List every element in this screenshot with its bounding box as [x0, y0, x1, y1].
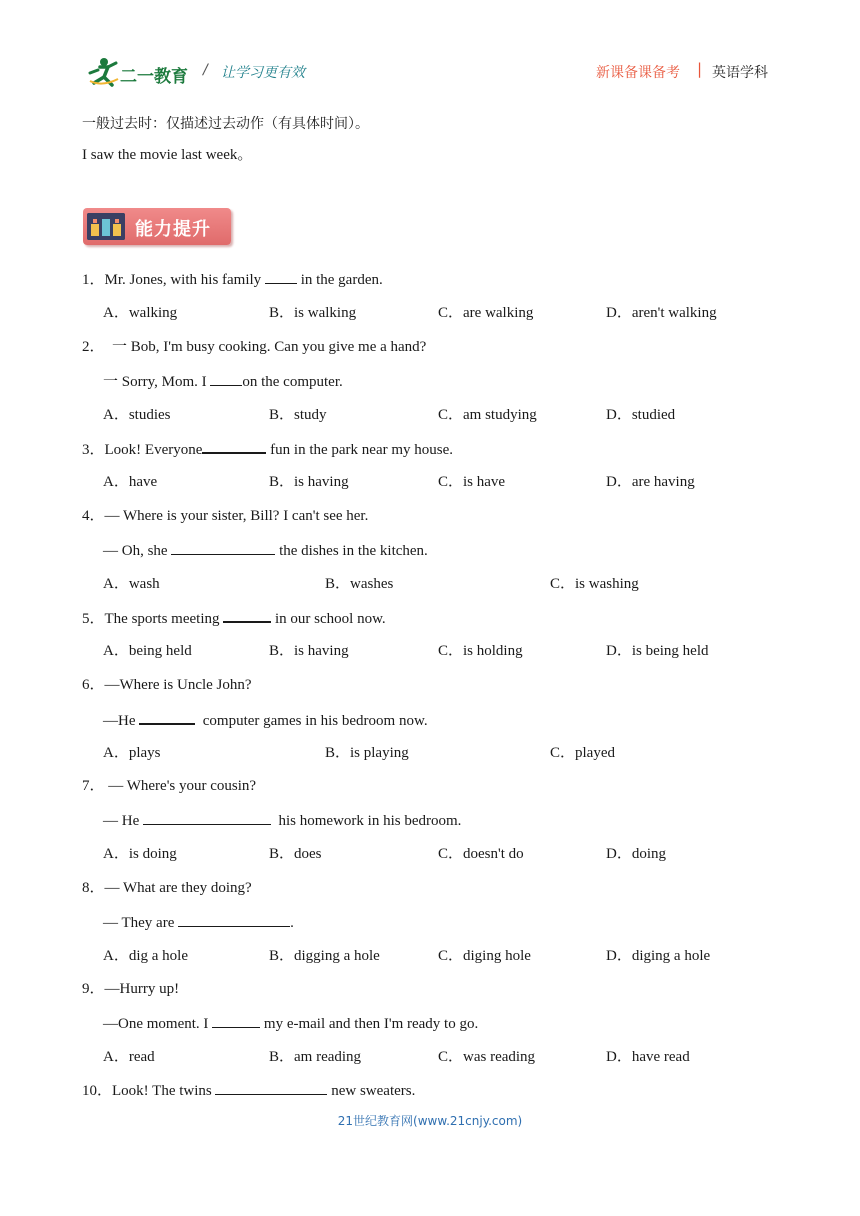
- option-d[interactable]: D．are having: [606, 474, 695, 490]
- question-stem-start: — Oh, she: [103, 543, 172, 559]
- slogan: 让学习更有效: [221, 65, 305, 81]
- subject-label: 英语学科: [712, 65, 768, 81]
- option-b[interactable]: B．digging a hole: [269, 948, 380, 964]
- option-c[interactable]: C．is holding: [438, 643, 523, 659]
- option-d[interactable]: D．aren't walking: [606, 305, 717, 321]
- question-number: 1．: [82, 272, 105, 288]
- option-d[interactable]: D．doing: [606, 846, 667, 862]
- question-stem-end: .: [290, 915, 294, 931]
- question-stem-end: fun in the park near my house.: [266, 442, 454, 458]
- option-d[interactable]: D．have read: [606, 1049, 690, 1065]
- option-b[interactable]: B．does: [269, 846, 322, 862]
- answer-blank: [212, 1013, 260, 1028]
- option-c[interactable]: C．are walking: [438, 305, 534, 321]
- question-number: 9．: [82, 981, 105, 997]
- answer-blank: [202, 438, 266, 454]
- option-d[interactable]: D．is being held: [606, 643, 709, 659]
- option-b[interactable]: B．study: [269, 407, 327, 423]
- answer-blank: [143, 810, 271, 825]
- answer-blank: [139, 709, 195, 725]
- option-c[interactable]: C．was reading: [438, 1049, 536, 1065]
- option-c[interactable]: C．doesn't do: [438, 846, 524, 862]
- option-c[interactable]: C．am studying: [438, 407, 537, 423]
- dialogue-line: 一 Bob, I'm busy cooking. Can you give me a hand?: [112, 339, 427, 355]
- question-stem-end: my e-mail and then I'm ready to go.: [260, 1016, 479, 1032]
- option-b[interactable]: B．is having: [269, 643, 349, 659]
- option-c[interactable]: C．is washing: [550, 576, 639, 592]
- question-stem-start: The sports meeting: [104, 611, 224, 627]
- question-stem-end: new sweaters.: [327, 1083, 416, 1099]
- question-number: 5．: [82, 611, 105, 627]
- option-b[interactable]: B．is walking: [269, 305, 357, 321]
- section-banner: [83, 208, 231, 245]
- question-stem-start: 一 Sorry, Mom. I: [103, 374, 211, 390]
- logo-text: 二一教育: [120, 67, 188, 87]
- dialogue-line: — Where's your cousin?: [108, 778, 257, 794]
- question-stem-start: —One moment. I: [103, 1016, 213, 1032]
- header-separator: |: [697, 60, 703, 78]
- option-a[interactable]: A．walking: [103, 305, 178, 321]
- question-stem-end: in the garden.: [296, 272, 383, 288]
- question-stem-start: Look! Everyone: [104, 442, 203, 458]
- question-stem-start: — He: [103, 813, 143, 829]
- question-number: 2．: [82, 339, 105, 355]
- option-c[interactable]: C．is have: [438, 474, 506, 490]
- blocks-icon: [87, 213, 125, 240]
- question-number: 4．: [82, 508, 105, 524]
- answer-blank: [223, 607, 271, 623]
- answer-blank: [171, 540, 275, 555]
- question-number: 10．: [82, 1083, 113, 1099]
- grammar-rule: 一般过去时：仅描述过去动作（有具体时间）。: [82, 116, 369, 132]
- option-a[interactable]: A．read: [103, 1049, 155, 1065]
- option-a[interactable]: A．being held: [103, 643, 192, 659]
- option-d[interactable]: D．diging a hole: [606, 948, 711, 964]
- dialogue-line: — What are they doing?: [104, 880, 252, 896]
- option-b[interactable]: B．is playing: [325, 745, 409, 761]
- header-label: 新课备课备考: [596, 65, 680, 81]
- dialogue-line: — Where is your sister, Bill? I can't see her.: [104, 508, 369, 524]
- question-number: 8．: [82, 880, 105, 896]
- question-number: 7．: [82, 778, 105, 794]
- question-stem-end: his homework in his bedroom.: [274, 813, 462, 829]
- section-title: 能力提升: [135, 219, 211, 240]
- answer-blank: [215, 1080, 327, 1095]
- option-b[interactable]: B．washes: [325, 576, 394, 592]
- page-footer[interactable]: 21世纪教育网(www.21cnjy.com): [337, 1114, 523, 1128]
- option-d[interactable]: D．studied: [606, 407, 676, 423]
- option-a[interactable]: A．have: [103, 474, 158, 490]
- answer-blank: [178, 912, 290, 927]
- question-stem-start: —He: [103, 713, 140, 729]
- dialogue-line: —Hurry up!: [104, 981, 180, 997]
- option-a[interactable]: A．is doing: [103, 846, 177, 862]
- example-sentence: I saw the movie last week。: [82, 147, 253, 163]
- question-number: 6．: [82, 677, 105, 693]
- answer-blank: [210, 371, 242, 386]
- option-c[interactable]: C．played: [550, 745, 615, 761]
- option-a[interactable]: A．plays: [103, 745, 161, 761]
- slogan-separator: /: [203, 62, 208, 78]
- question-stem-start: Mr. Jones, with his family: [104, 272, 265, 288]
- question-stem-end: in our school now.: [271, 611, 386, 627]
- option-c[interactable]: C．diging hole: [438, 948, 531, 964]
- dialogue-line: —Where is Uncle John?: [104, 677, 252, 693]
- question-stem-end: on the computer.: [242, 374, 343, 390]
- option-a[interactable]: A．dig a hole: [103, 948, 188, 964]
- question-number: 3．: [82, 442, 105, 458]
- question-stem-end: computer games in his bedroom now.: [199, 713, 428, 729]
- option-b[interactable]: B．is having: [269, 474, 349, 490]
- question-stem-start: Look! The twins: [112, 1083, 216, 1099]
- question-stem-end: the dishes in the kitchen.: [275, 543, 428, 559]
- option-a[interactable]: A．studies: [103, 407, 171, 423]
- option-a[interactable]: A．wash: [103, 576, 160, 592]
- answer-blank: [265, 269, 297, 284]
- question-stem-start: — They are: [103, 915, 179, 931]
- option-b[interactable]: B．am reading: [269, 1049, 362, 1065]
